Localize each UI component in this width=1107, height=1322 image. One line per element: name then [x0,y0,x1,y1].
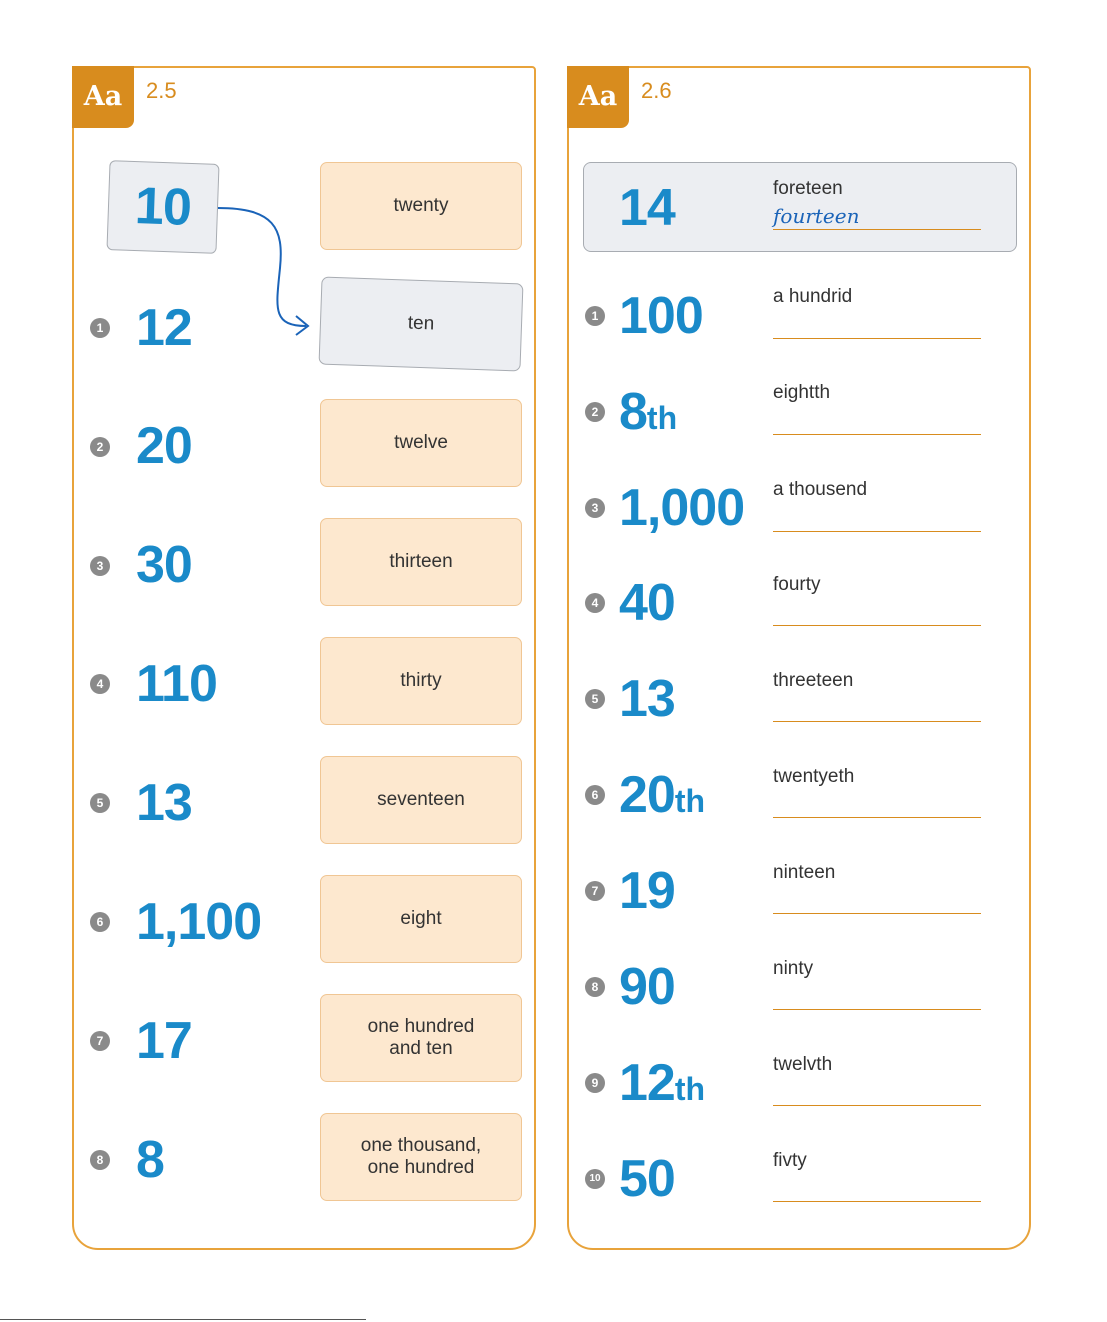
word-card-5[interactable]: seventeen [320,756,522,844]
number-7: 19 [619,862,675,920]
item-badge-3: 3 [90,556,110,576]
number-6: 20th [619,766,706,824]
item-badge-5: 5 [90,793,110,813]
exercise-number: 2.6 [641,78,672,103]
example-misspelled-word: foreteen [773,178,843,199]
number-2[interactable]: 20 [136,417,192,475]
answer-line-10[interactable] [773,1201,981,1202]
example-number: 10 [134,177,192,237]
item-badge-4: 4 [90,674,110,694]
misspelled-word-2: eightth [773,382,831,403]
word-card-6[interactable]: eight [320,875,522,963]
item-badge-2: 2 [585,402,605,422]
page-footer-rule [0,1319,366,1320]
example-number: 14 [619,179,675,237]
answer-line-7[interactable] [773,913,981,914]
number-6[interactable]: 1,100 [136,893,262,951]
number-3[interactable]: 30 [136,536,192,594]
number-8: 90 [619,958,675,1016]
item-badge-1: 1 [585,306,605,326]
misspelled-word-8: ninty [773,958,814,979]
example-answer-line [773,229,981,230]
misspelled-word-6: twentyeth [773,766,855,787]
item-badge-2: 2 [90,437,110,457]
item-badge-7: 7 [90,1031,110,1051]
number-5[interactable]: 13 [136,774,192,832]
answer-line-3[interactable] [773,531,981,532]
number-9: 12th [619,1054,706,1112]
exercise-2-6-panel [567,66,1031,1250]
item-badge-9: 9 [585,1073,605,1093]
number-5: 13 [619,670,675,728]
word-card-2[interactable]: twelve [320,399,522,487]
misspelled-word-5: threeteen [773,670,854,691]
item-badge-4: 4 [585,593,605,613]
answer-line-8[interactable] [773,1009,981,1010]
item-badge-8: 8 [585,977,605,997]
number-8[interactable]: 8 [136,1131,164,1189]
misspelled-word-10: fivty [773,1150,807,1171]
vocabulary-tab-icon: Aa [72,66,134,128]
answer-line-4[interactable] [773,625,981,626]
item-badge-8: 8 [90,1150,110,1170]
word-card-8[interactable]: one thousand, one hundred [320,1113,522,1201]
answer-line-5[interactable] [773,721,981,722]
number-7[interactable]: 17 [136,1012,192,1070]
number-2: 8th [619,383,678,441]
item-badge-5: 5 [585,689,605,709]
misspelled-word-1: a hundrid [773,286,853,307]
item-badge-3: 3 [585,498,605,518]
vocabulary-tab-icon: Aa [567,66,629,128]
answer-line-2[interactable] [773,434,981,435]
word-card-3[interactable]: thirteen [320,518,522,606]
answer-line-1[interactable] [773,338,981,339]
number-3: 1,000 [619,479,745,537]
exercise-2-5-panel [72,66,536,1250]
exercise-number: 2.5 [146,78,177,103]
example-correct-answer: fourteen [773,204,860,228]
misspelled-word-4: fourty [773,574,821,595]
word-card-1[interactable]: twenty [320,162,522,250]
number-1[interactable]: 12 [136,299,192,357]
misspelled-word-7: ninteen [773,862,836,883]
item-badge-6: 6 [90,912,110,932]
number-1: 100 [619,287,703,345]
item-badge-10: 10 [585,1169,605,1189]
item-badge-6: 6 [585,785,605,805]
item-badge-1: 1 [90,318,110,338]
answer-line-9[interactable] [773,1105,981,1106]
number-4: 40 [619,574,675,632]
misspelled-word-3: a thousend [773,479,868,500]
number-10: 50 [619,1150,675,1208]
word-card-7[interactable]: one hundred and ten [320,994,522,1082]
answer-line-6[interactable] [773,817,981,818]
misspelled-word-9: twelvth [773,1054,833,1075]
item-badge-7: 7 [585,881,605,901]
word-card-4[interactable]: thirty [320,637,522,725]
example-word-card: ten [319,277,524,372]
number-4[interactable]: 110 [136,655,217,713]
